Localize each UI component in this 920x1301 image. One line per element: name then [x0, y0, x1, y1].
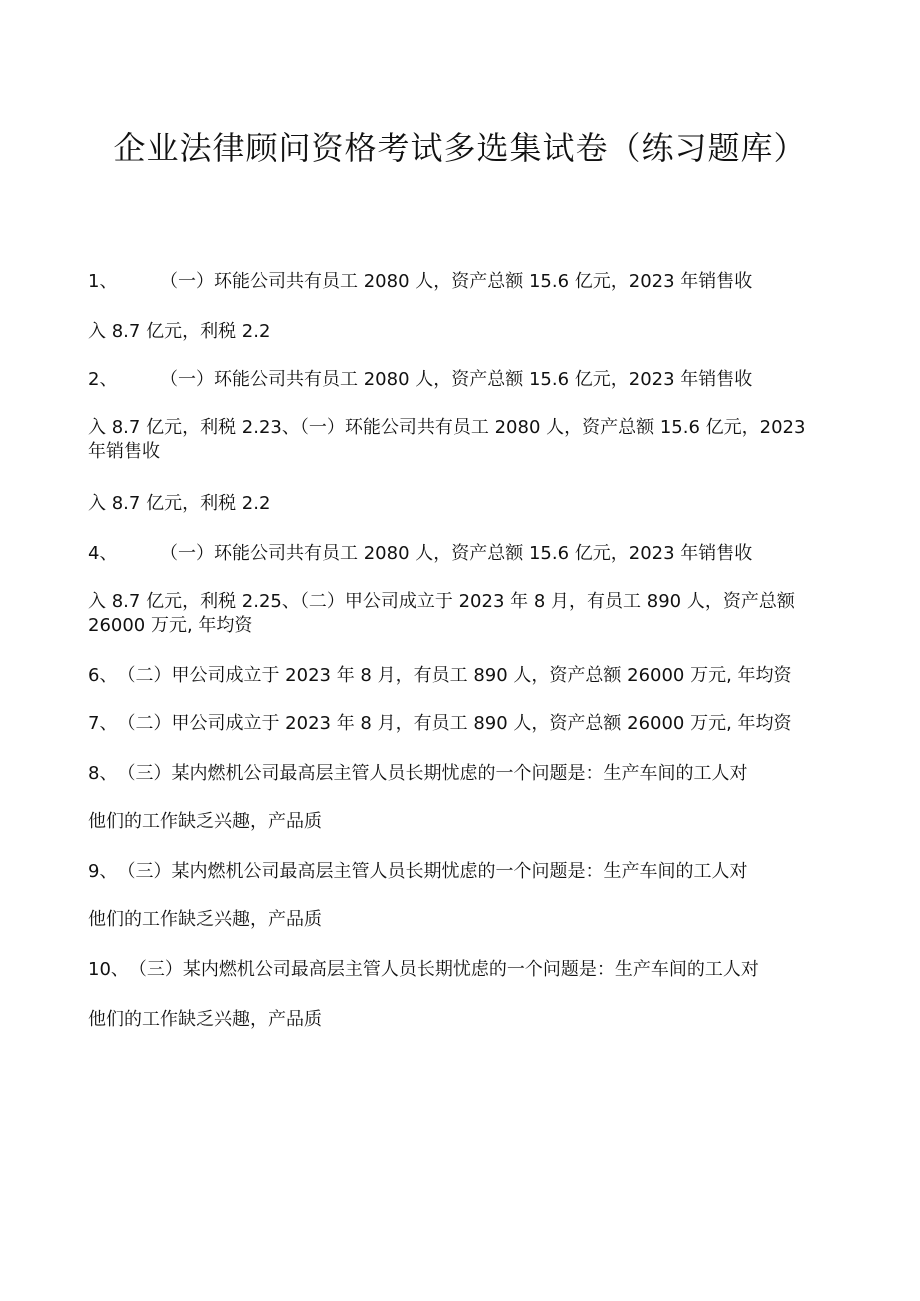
question-text: 他们的工作缺乏兴趣，产品质: [88, 811, 322, 832]
question-number: 4、: [88, 543, 118, 564]
question-text: 入 8.7 亿元，利税 2.23、（一）环能公司共有员工 2080 人，资产总额 15.6 亿元，2023 年销售收: [88, 417, 806, 462]
question-2-line-1: [88, 368, 838, 392]
page-title: 企业法律顾问资格考试多选集试卷（练习题库）: [113, 129, 807, 167]
question-number: 1、: [88, 271, 118, 292]
question-number: 10、: [88, 959, 129, 980]
question-text: 入 8.7 亿元，利税 2.2: [88, 321, 271, 342]
question-text: （二）甲公司成立于 2023 年 8 月，有员工 890 人，资产总额 26000 万元, 年均资: [117, 713, 792, 734]
question-text: 入 8.7 亿元，利税 2.2: [88, 493, 271, 514]
question-4-line-1: [88, 542, 838, 566]
question-3-line-2: [88, 492, 838, 516]
question-4-line-2: [88, 590, 828, 638]
question-number: 8、: [88, 763, 118, 784]
question-number: 9、: [88, 861, 118, 882]
question-text: （二）甲公司成立于 2023 年 8 月，有员工 890 人，资产总额 26000 万元, 年均资: [117, 665, 792, 686]
question-text: （三）某内燃机公司最高层主管人员长期忧虑的一个问题是：生产车间的工人对: [117, 861, 748, 882]
question-6: [88, 664, 838, 688]
question-7: [88, 712, 838, 736]
question-9-line-1: [88, 860, 838, 884]
question-text: 他们的工作缺乏兴趣，产品质: [88, 1009, 322, 1030]
question-10-line-2: [88, 1008, 838, 1032]
question-1-line-2: [88, 320, 838, 344]
question-number: 2、: [88, 369, 118, 390]
question-text: （三）某内燃机公司最高层主管人员长期忧虑的一个问题是：生产车间的工人对: [128, 959, 759, 980]
question-number: 6、: [88, 665, 118, 686]
question-2-line-2: [88, 416, 828, 464]
question-text: 入 8.7 亿元，利税 2.25、（二）甲公司成立于 2023 年 8 月，有员工 890 人，资产总额 26000 万元, 年均资: [88, 591, 795, 636]
question-10-line-1: [88, 958, 838, 982]
question-8-line-1: [88, 762, 838, 786]
question-number: 7、: [88, 713, 118, 734]
question-text: （三）某内燃机公司最高层主管人员长期忧虑的一个问题是：生产车间的工人对: [117, 763, 748, 784]
question-text: （一）环能公司共有员工 2080 人，资产总额 15.6 亿元，2023 年销售收: [160, 543, 753, 564]
question-8-line-2: [88, 810, 838, 834]
question-text: （一）环能公司共有员工 2080 人，资产总额 15.6 亿元，2023 年销售收: [160, 369, 753, 390]
question-text: （一）环能公司共有员工 2080 人，资产总额 15.6 亿元，2023 年销售收: [160, 271, 753, 292]
question-text: 他们的工作缺乏兴趣，产品质: [88, 909, 322, 930]
question-9-line-2: [88, 908, 838, 932]
question-1-line-1: [88, 270, 838, 294]
